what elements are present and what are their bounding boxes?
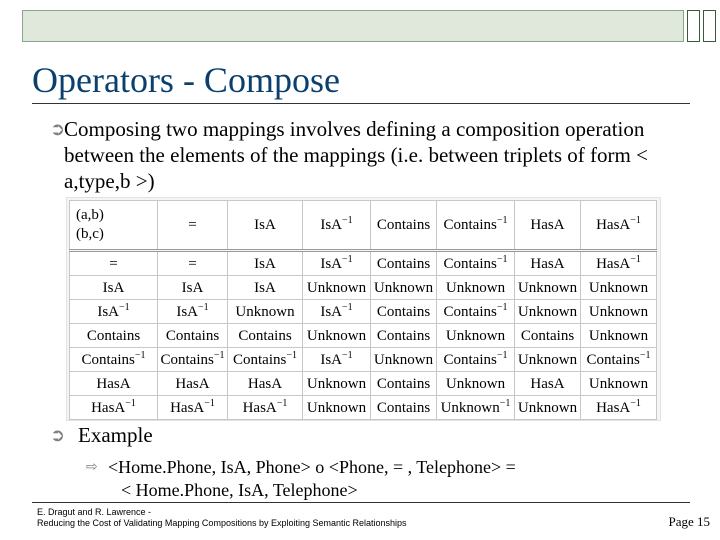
- table-cell-text: IsA: [254, 255, 276, 272]
- footer-rule: [32, 502, 690, 503]
- table-cell-text: Unknown: [373, 279, 434, 296]
- table-cell-text: Unknown: [306, 399, 367, 416]
- corner-label: (a,b): [76, 207, 104, 223]
- table-cell-text: IsA: [254, 279, 276, 296]
- table-cell-superscript: −1: [630, 253, 641, 265]
- column-header-superscript: −1: [630, 215, 641, 226]
- corner-box-left: [687, 10, 700, 42]
- row-header-text: Contains: [86, 327, 141, 344]
- table-cell-text: Unknown: [306, 375, 367, 392]
- table-cell: [581, 251, 657, 276]
- table-cell: [228, 300, 303, 324]
- table-cell: [515, 251, 581, 276]
- table-cell-text: Unknown: [588, 279, 649, 296]
- table-cell-superscript: −1: [213, 349, 225, 361]
- table-cell-text: Unknown: [517, 279, 578, 296]
- row-header: [70, 348, 158, 372]
- column-header-text: Contains: [443, 217, 497, 233]
- table-cell-superscript: −1: [496, 349, 508, 361]
- table-cell: [371, 348, 437, 372]
- table-cell-text: Contains: [520, 327, 575, 344]
- table-cell-text: Unknown: [588, 327, 649, 344]
- table-cell-text: HasA: [247, 375, 283, 392]
- bullet-composition: Composing two mappings involves defining a composition operation between the elements of the mappings (i.e. between triplets of form < a,type,b >): [64, 117, 648, 193]
- table-cell-text: HasA: [170, 399, 205, 416]
- table-cell-text: =: [188, 255, 197, 272]
- example-line-2: < Home.Phone, IsA, Telephone>: [121, 480, 358, 500]
- row-header-superscript: −1: [125, 397, 136, 409]
- table-cell-superscript: −1: [496, 253, 508, 265]
- table-cell: [228, 372, 303, 396]
- table-cell: [371, 276, 437, 300]
- row-header-superscript: −1: [134, 349, 146, 361]
- table-cell: [371, 396, 437, 420]
- column-header-text: =: [188, 217, 197, 233]
- table-cell-superscript: −1: [342, 301, 353, 313]
- column-header-text: Contains: [376, 217, 431, 233]
- table-cell-text: Unknown: [235, 303, 295, 320]
- table-cell-text: Unknown: [517, 303, 578, 320]
- row-header: [70, 324, 158, 348]
- title-rule: [32, 103, 690, 104]
- table-row: [70, 251, 657, 276]
- table-cell: [158, 396, 228, 420]
- bullet-example: Example: [78, 423, 153, 447]
- table-cell-text: Unknown: [517, 399, 578, 416]
- table-cell-superscript: −1: [198, 301, 209, 313]
- table-cell: [303, 324, 371, 348]
- row-header-text: HasA: [91, 399, 126, 416]
- table-cell: [303, 251, 371, 276]
- column-header: [371, 201, 437, 251]
- row-header: [70, 251, 158, 276]
- column-header-text: HasA: [530, 217, 565, 233]
- table-cell: [437, 300, 515, 324]
- table-cell-text: Contains: [376, 375, 431, 392]
- row-header-text: =: [109, 255, 118, 272]
- example-line-1: <Home.Phone, IsA, Phone> o <Phone, = , Telephone> =: [108, 457, 516, 477]
- column-header: [437, 201, 515, 251]
- table-cell-text: Unknown: [445, 375, 506, 392]
- table-cell: [437, 324, 515, 348]
- table-cell: [228, 276, 303, 300]
- table-cell: [581, 324, 657, 348]
- table-cell: [303, 276, 371, 300]
- bullet-arrow-icon: ➲: [50, 119, 66, 140]
- column-header-superscript: −1: [496, 215, 508, 226]
- table-cell: [515, 348, 581, 372]
- row-header-text: IsA: [97, 303, 120, 320]
- column-header-superscript: −1: [342, 215, 353, 226]
- column-header-text: IsA: [254, 217, 276, 233]
- table-cell-superscript: −1: [276, 397, 288, 409]
- table-cell-text: HasA: [242, 399, 277, 416]
- table-cell-superscript: −1: [630, 397, 641, 409]
- column-header: [303, 201, 371, 251]
- table-row: [70, 276, 657, 300]
- table-row: [70, 348, 657, 372]
- table-cell-text: Unknown: [373, 351, 434, 368]
- column-header: [581, 201, 657, 251]
- bullet-arrow-icon: ➲: [50, 425, 66, 446]
- table-cell: [437, 348, 515, 372]
- column-header: [158, 201, 228, 251]
- table-cell: [515, 396, 581, 420]
- table-cell: [437, 276, 515, 300]
- composition-table-image: [66, 197, 661, 421]
- slide-title: Operators - Compose: [32, 60, 340, 100]
- footer-paper-title: Reducing the Cost of Validating Mapping Compositions by Exploiting Semantic Relationships: [37, 518, 407, 528]
- table-row: [70, 300, 657, 324]
- table-cell-text: Unknown: [440, 399, 500, 416]
- table-cell: [303, 348, 371, 372]
- table-cell-text: HasA: [596, 399, 631, 416]
- table-cell: [371, 372, 437, 396]
- table-cell-text: Contains: [165, 327, 220, 344]
- table-cell-text: HasA: [530, 255, 565, 272]
- table-cell-text: Contains: [233, 351, 287, 368]
- row-header: [70, 276, 158, 300]
- table-cell-text: HasA: [596, 255, 631, 272]
- table-cell: [158, 276, 228, 300]
- table-cell: [303, 396, 371, 420]
- table-cell-superscript: −1: [342, 253, 353, 265]
- table-cell-superscript: −1: [342, 349, 353, 361]
- table-cell-text: Contains: [586, 351, 640, 368]
- column-header-text: HasA: [596, 217, 631, 233]
- table-cell: [581, 396, 657, 420]
- table-cell: [158, 324, 228, 348]
- row-header-text: HasA: [96, 375, 131, 392]
- table-row: [70, 324, 657, 348]
- table-cell-superscript: −1: [639, 349, 651, 361]
- table-cell-superscript: −1: [499, 397, 511, 409]
- table-row: [70, 396, 657, 420]
- table-cell: [581, 372, 657, 396]
- table-cell-text: Contains: [238, 327, 292, 344]
- table-cell: [371, 324, 437, 348]
- table-cell: [228, 396, 303, 420]
- table-cell: [303, 300, 371, 324]
- table-cell: [228, 251, 303, 276]
- table-cell: [158, 348, 228, 372]
- table-cell-text: Contains: [376, 327, 431, 344]
- table-cell-text: Unknown: [445, 279, 506, 296]
- table-header-row: [70, 201, 657, 251]
- table-cell: [371, 300, 437, 324]
- sub-bullet-arrow-icon: ⇨: [86, 459, 98, 475]
- table-cell-text: Unknown: [517, 351, 578, 368]
- table-cell-text: Unknown: [588, 303, 649, 320]
- table-cell-text: Contains: [376, 303, 431, 320]
- table-cell: [371, 251, 437, 276]
- table-cell-text: Contains: [443, 303, 497, 320]
- table-cell-text: IsA: [176, 303, 199, 320]
- table-cell: [228, 324, 303, 348]
- row-header: [70, 396, 158, 420]
- table-cell-text: Contains: [160, 351, 214, 368]
- table-cell-text: IsA: [320, 303, 343, 320]
- row-header: [70, 372, 158, 396]
- table-cell-superscript: −1: [496, 301, 508, 313]
- table-cell-text: Contains: [443, 255, 497, 272]
- footer-authors: E. Dragut and R. Lawrence -: [37, 507, 152, 517]
- table-cell: [437, 372, 515, 396]
- table-corner-cell: [70, 201, 158, 251]
- table-row: [70, 372, 657, 396]
- row-header: [70, 300, 158, 324]
- table-cell: [303, 372, 371, 396]
- table-cell-text: HasA: [530, 375, 565, 392]
- table-cell-text: Contains: [443, 351, 497, 368]
- composition-table: [69, 200, 657, 420]
- table-cell: [158, 251, 228, 276]
- corner-label: (b,c): [76, 226, 104, 242]
- table-cell-text: Unknown: [588, 375, 649, 392]
- table-cell: [437, 251, 515, 276]
- row-header-text: IsA: [102, 279, 125, 296]
- column-header: [228, 201, 303, 251]
- table-cell-text: Contains: [376, 255, 431, 272]
- page-number: Page 15: [668, 514, 710, 529]
- table-cell-text: HasA: [175, 375, 210, 392]
- row-header-text: Contains: [81, 351, 135, 368]
- table-cell: [515, 324, 581, 348]
- row-header-superscript: −1: [119, 301, 130, 313]
- table-cell-text: IsA: [181, 279, 204, 296]
- table-cell: [437, 396, 515, 420]
- table-cell: [581, 300, 657, 324]
- table-cell-text: Contains: [376, 399, 431, 416]
- table-cell: [515, 276, 581, 300]
- table-cell-superscript: −1: [286, 349, 297, 361]
- table-cell: [158, 300, 228, 324]
- column-header: [515, 201, 581, 251]
- table-cell-text: IsA: [320, 351, 343, 368]
- table-cell-text: Unknown: [306, 327, 367, 344]
- table-cell: [515, 372, 581, 396]
- table-cell-text: Unknown: [306, 279, 367, 296]
- footer-citation: [37, 507, 407, 529]
- header-band: [22, 10, 684, 42]
- table-cell-superscript: −1: [204, 397, 215, 409]
- corner-box-right: [703, 10, 716, 42]
- table-cell: [228, 348, 303, 372]
- table-cell-text: Unknown: [445, 327, 506, 344]
- column-header-text: IsA: [320, 217, 343, 233]
- table-cell: [581, 276, 657, 300]
- table-cell: [158, 372, 228, 396]
- table-cell-text: IsA: [320, 255, 343, 272]
- table-cell: [581, 348, 657, 372]
- table-cell: [515, 300, 581, 324]
